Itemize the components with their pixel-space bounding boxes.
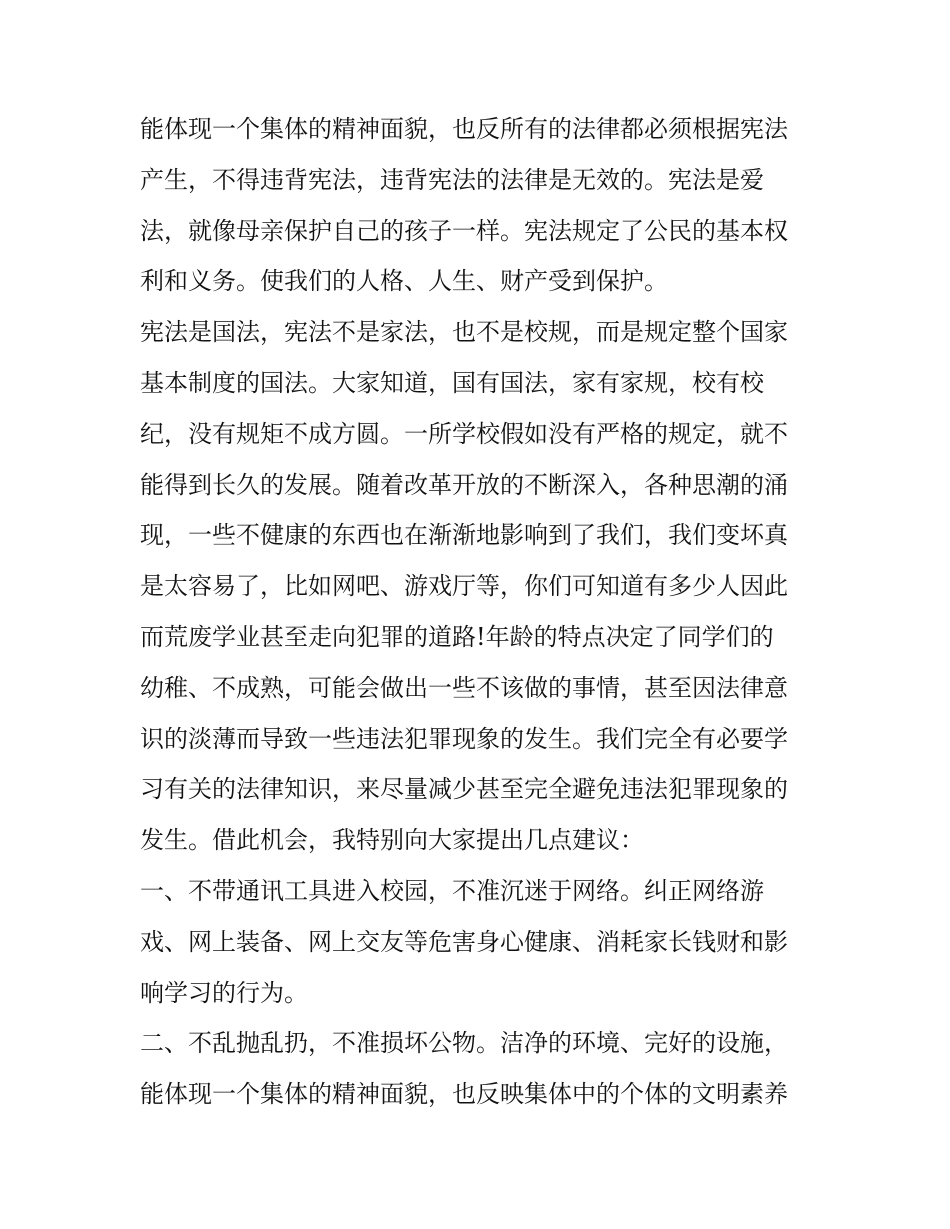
text-line-4: 利和义务。使我们的人格、人生、财产受到保护。 <box>140 267 668 296</box>
text-line-5: 宪法是国法，宪法不是家法，也不是校规，而是规定整个国家 <box>140 318 788 347</box>
text-line-11: 而荒废学业甚至走向犯罪的道路!年龄的特点决定了同学们的 <box>140 622 774 651</box>
text-line-9: 现，一些不健康的东西也在渐渐地影响到了我们，我们变坏真 <box>140 521 788 550</box>
text-line-14: 习有关的法律知识，来尽量减少甚至完全避免违法犯罪现象的 <box>140 775 788 804</box>
text-line-16: 一、不带通讯工具进入校园，不准沉迷于网络。纠正网络游 <box>140 876 764 905</box>
text-line-20: 能体现一个集体的精神面貌，也反映集体中的个体的文明素养 <box>140 1080 788 1109</box>
text-line-3: 法，就像母亲保护自己的孩子一样。宪法规定了公民的基本权 <box>140 216 788 245</box>
text-line-17: 戏、网上装备、网上交友等危害身心健康、消耗家长钱财和影 <box>140 927 788 956</box>
text-line-15: 发生。借此机会，我特别向大家提出几点建议： <box>140 826 644 855</box>
text-line-18: 响学习的行为。 <box>140 978 308 1007</box>
document-body <box>140 104 820 1120</box>
text-line-19: 二、不乱抛乱扔，不准损坏公物。洁净的环境、完好的设施， <box>140 1029 788 1058</box>
text-line-8: 能得到长久的发展。随着改革开放的不断深入，各种思潮的涌 <box>140 470 788 499</box>
text-line-7: 纪，没有规矩不成方圆。一所学校假如没有严格的规定，就不 <box>140 419 788 448</box>
text-line-6: 基本制度的国法。大家知道，国有国法，家有家规，校有校 <box>140 368 764 397</box>
text-line-1: 能体现一个集体的精神面貌，也反所有的法律都必须根据宪法 <box>140 115 788 143</box>
text-line-10: 是太容易了，比如网吧、游戏厅等，你们可知道有多少人因此 <box>140 572 788 601</box>
text-line-12: 幼稚、不成熟，可能会做出一些不该做的事情，甚至因法律意 <box>140 673 788 702</box>
text-line-2: 产生，不得违背宪法，违背宪法的法律是无效的。宪法是爱 <box>140 165 764 194</box>
text-line-13: 识的淡薄而导致一些违法犯罪现象的发生。我们完全有必要学 <box>140 724 788 753</box>
